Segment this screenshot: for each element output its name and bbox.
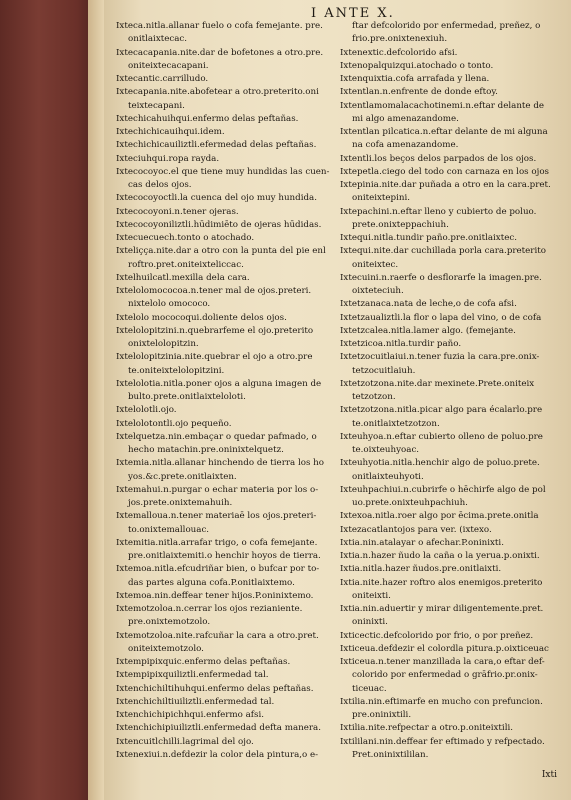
dictionary-line: Ixtempipixquiliztli.enfermedad tal. xyxy=(116,670,269,681)
dictionary-line: Ixtecuini.n.raerfe o desflorarfe la imagen.pre. xyxy=(340,272,542,283)
dictionary-line: Ixtecantic.carrilludo. xyxy=(116,74,209,84)
left-column xyxy=(116,20,331,762)
dictionary-line: to.onixtemallouac. xyxy=(128,524,210,535)
dictionary-line: Ixtecocoyoniliztli.hūdimiēto de ojeras hūdidas. xyxy=(116,219,322,230)
dictionary-line: Ixteuhyoa.n.eftar cubierto olleno de poluo.pre xyxy=(340,431,543,442)
dictionary-line: uo.prete.onixteuhpachiuh. xyxy=(352,498,468,508)
dictionary-line: Ixtenchichiltiuiliztli.enfermedad tal. xyxy=(116,696,275,707)
dictionary-line: Ixtentli.los beços delos parpados de los ojos. xyxy=(340,153,537,164)
dictionary-line: Ixtentlamomalacachotinemi.n.eftar delante de xyxy=(340,100,545,111)
dictionary-line: Ixtequi.nite.dar cuchillada porla cara.preterito xyxy=(340,246,546,257)
dictionary-line: pre.oninixtili. xyxy=(352,710,412,720)
dictionary-line: prete.onixteppachiuh. xyxy=(352,219,449,230)
dictionary-line: Ixtechichicauihqui.idem. xyxy=(116,127,225,137)
dictionary-line: Ixtecocoyoctli.la cuenca del ojo muy hundida. xyxy=(116,193,317,204)
dictionary-line: teixtecapani. xyxy=(128,100,185,111)
dictionary-line: oniteixtec. xyxy=(352,259,399,270)
dictionary-line: Ixteca.nitla.allanar fuelo o cofa femejante. pre. xyxy=(116,21,323,31)
dictionary-line: tetzotzon. xyxy=(352,392,396,402)
dictionary-line: Ixtetzicoa.nitla.turdir paño. xyxy=(340,339,462,349)
dictionary-line: bulto.prete.onitlaixteloloti. xyxy=(128,392,246,402)
dictionary-line: Ixtecocoyoni.n.tener ojeras. xyxy=(116,206,239,217)
dictionary-line: Ixteciuhqui.ropa rayda. xyxy=(116,153,220,164)
dictionary-line: pre.onitlaixtemiti.o henchir hoyos de tierra. xyxy=(128,551,321,561)
dictionary-line: onitlaixteuhyoti. xyxy=(352,471,424,482)
dictionary-line: oniteixtepini. xyxy=(352,193,411,204)
dictionary-line: Ixtenquixtia.cofa arrafada y llena. xyxy=(340,74,490,84)
dictionary-line: Ixtenopalquizqui.atochado o tonto. xyxy=(340,60,494,71)
dictionary-line: oniteixtemotzolo. xyxy=(128,643,204,654)
dictionary-line: Ixtenexiui.n.defdezir la color dela pintura,o e- xyxy=(116,749,319,760)
dictionary-line: Ixtechichicauiliztli.efermedad delas peftañas. xyxy=(116,140,317,151)
dictionary-line: Ixtencuitlchilli.lagrimal del ojo. xyxy=(116,736,254,747)
dictionary-line: das partes alguna cofa.P.onitlaixtemo. xyxy=(128,577,295,588)
dictionary-line: oniteixti. xyxy=(352,590,391,601)
dictionary-line: Ixtezacatlantojos para ver. (ixtexo. xyxy=(340,524,492,535)
dictionary-line: Ixtia.nin.aduertir y mirar diligentemente.pret. xyxy=(340,604,544,614)
dictionary-line: Ixtetzaualiztli.la flor o lapa del vino, o de cofa xyxy=(340,312,542,323)
dictionary-line: Ixtelolotia.nitla.poner ojos a alguna imagen de xyxy=(116,378,322,389)
dictionary-line: ticeuac. xyxy=(352,683,387,694)
right-column xyxy=(340,20,562,762)
dictionary-line: Ixtelolotli.ojo. xyxy=(116,405,177,416)
dictionary-line: Ixtequi.nitla.tundir paño.pre.onitlaixtec. xyxy=(340,233,517,243)
dictionary-line: te.oixteuhyoac. xyxy=(352,445,420,455)
dictionary-line: Ixtexoa.nitla.roer algo por ēcima.prete.onitla xyxy=(340,511,539,522)
dictionary-line: oninixti. xyxy=(352,617,388,628)
dictionary-line: Ixtechicahuihqui.enfermo delas peftañas. xyxy=(116,113,299,124)
dictionary-line: Ixtenchichiltihuhqui.enfermo delas peftañas. xyxy=(116,683,314,694)
dictionary-line: pre.onixtemotzolo. xyxy=(128,617,211,628)
dictionary-line: Ixtemotzoloa.n.cerrar los ojos rezianiente. xyxy=(116,604,303,614)
dictionary-line: Ixtelolopitzinia.nite.quebrar el ojo a otro.pre xyxy=(116,352,313,363)
dictionary-line: Ixtelolotontli.ojo pequeño. xyxy=(116,418,232,429)
dictionary-line: Ixtetzocuitlaiui.n.tener fuzia la cara.pre.onix- xyxy=(340,352,540,363)
dictionary-line: Ixtecocoyoc.el que tiene muy hundidas las cuen- xyxy=(116,166,330,177)
dictionary-line: Ixtecacapania.nite.dar de bofetones a otro.pre. xyxy=(116,47,324,58)
dictionary-line: colorido por enfermedad o grāfrio.pr.onix- xyxy=(352,670,538,681)
running-head: I ANTE X. xyxy=(311,6,395,21)
dictionary-line: frio.pre.onixtenexiuh. xyxy=(352,34,448,45)
dictionary-line: cas delos ojos. xyxy=(128,180,192,190)
dictionary-line: Ixtemalloua.n.tener materiaē los ojos.preteri- xyxy=(116,511,317,522)
dictionary-line: Ixtemahui.n.purgar o echar materia por los o- xyxy=(116,484,319,495)
dictionary-line: Ixtepachini.n.eftar lleno y cubierto de poluo. xyxy=(340,206,537,217)
dictionary-line: Ixteuhyotia.nitla.henchir algo de poluo.prete. xyxy=(340,458,540,469)
dictionary-line: te.oniteixtelolopitzini. xyxy=(128,365,225,376)
dictionary-line: Ixtilia.nite.refpectar a otro.p.oniteixtili. xyxy=(340,723,514,734)
catchword: Ixti xyxy=(541,770,557,780)
dictionary-line: roftro.pret.oniteixteliccac. xyxy=(128,259,244,270)
dictionary-line: Ixteliçça.nite.dar a otro con la punta del pie enl xyxy=(116,246,326,257)
dictionary-line: Ixtelhuilcatl.mexilla dela cara. xyxy=(116,272,250,283)
dictionary-line: hecho matachin.pre.oninixtelquetz. xyxy=(128,445,284,455)
dictionary-line: Ixtemoa.nitla.efcudriñar bien, o bufcar por to- xyxy=(116,564,320,575)
dictionary-line: Ixtelquetza.nin.embaçar o quedar pafmado, o xyxy=(116,431,317,442)
dictionary-line: te.onitlaixtetzotzon. xyxy=(352,418,440,429)
dictionary-line: Ixtia.nin.atalayar o afechar.P.oninixti. xyxy=(340,537,504,548)
dictionary-line: Ixticeua.n.tener manzillada la cara,o eftar def- xyxy=(340,657,545,667)
dictionary-line: Ixtenchichipiuiliztli.enfermedad defta manera. xyxy=(116,723,321,734)
dictionary-line: Ixticeua.defdezir el colordla pitura.p.oixticeuac xyxy=(340,643,549,654)
dictionary-line: Ixticectic.defcolorido por frio, o por preñez. xyxy=(340,630,534,641)
dictionary-line: Pret.oninixtililan. xyxy=(352,749,429,760)
dictionary-line: nixtelolo omococo. xyxy=(128,299,211,310)
dictionary-line: Ixtelolomococoa.n.tener mal de ojos.preteri. xyxy=(116,286,312,296)
dictionary-line: jos.prete.onixtemahuih. xyxy=(128,498,233,508)
dictionary-line: na cofa amenazandome. xyxy=(352,140,459,151)
dictionary-line: onitlaixtecac. xyxy=(128,34,188,45)
dictionary-line: Ixtemia.nitla.allanar hinchendo de tierra los ho xyxy=(116,458,325,469)
dictionary-line: Ixtecuecuech.tonto o atochado. xyxy=(116,233,255,243)
dictionary-line: Ixtililani.nin.deffear fer eftimado y refpectado. xyxy=(340,736,545,747)
dictionary-line: Ixtepetla.ciego del todo con carnaza en los ojos xyxy=(340,166,550,177)
dictionary-line: Ixtia.n.hazer ñudo la caña o la yerua.p.onixti. xyxy=(340,551,540,561)
dictionary-line: Ixtetzcalea.nitla.lamer algo. (femejante. xyxy=(340,325,516,336)
dictionary-line: Ixtia.nite.hazer roftro alos enemigos.preterito xyxy=(340,577,543,588)
dictionary-line: onixtelolopitzin. xyxy=(128,339,199,349)
dictionary-line: Ixtemitia.nitla.arrafar trigo, o cofa femejante. xyxy=(116,537,318,548)
dictionary-line: Ixtecapania.nite.abofetear a otro.preterito.oni xyxy=(116,87,319,98)
dictionary-line: Ixtenextic.defcolorido afsi. xyxy=(340,47,458,58)
dictionary-line: Ixtentlan pilcatica.n.eftar delante de mi alguna xyxy=(340,127,548,137)
dictionary-line: ftar defcolorido por enfermedad, preñez, o xyxy=(352,21,541,31)
dictionary-line: oniteixtecacapani. xyxy=(128,60,209,71)
dictionary-line: Ixtetzotzona.nitla.picar algo para écalarlo.pre xyxy=(340,405,543,416)
dictionary-line: oixteteciuh. xyxy=(352,286,404,296)
dictionary-line: Ixtetzotzona.nite.dar mexinete.Prete.oniteix xyxy=(340,378,535,389)
dictionary-line: Ixteuhpachiui.n.cubrirfe o hēchirfe algo de pol xyxy=(340,484,546,495)
dictionary-line: Ixtempipixquic.enfermo delas peftañas. xyxy=(116,657,291,667)
dictionary-line: Ixtemotzoloa.nite.rafcuñar la cara a otro.pret. xyxy=(116,630,319,641)
book-page xyxy=(104,0,571,800)
dictionary-line: Ixtilia.nin.eftimarfe en mucho con prefuncion. xyxy=(340,696,543,707)
dictionary-line: Ixtepinia.nite.dar puñada a otro en la cara.pret. xyxy=(340,180,551,190)
dictionary-line: Ixtemoa.nin.deffear tener hijos.P.oninixtemo. xyxy=(116,590,314,601)
dictionary-line: Ixtelolopitzini.n.quebrarfeme el ojo.preterito xyxy=(116,325,314,336)
dictionary-line: Ixtetzanaca.nata de leche,o de cofa afsi. xyxy=(340,299,517,310)
dictionary-line: yos.&c.prete.onitlaixten. xyxy=(128,471,237,482)
dictionary-line: mi algo amenazandome. xyxy=(352,113,459,124)
dictionary-line: Ixtenchichipichhqui.enfermo afsi. xyxy=(116,710,264,720)
dictionary-line: Ixtia.nitla.hazer ñudos.pre.onitlaixti. xyxy=(340,564,502,575)
dictionary-line: Ixtentlan.n.enfrente de donde eftoy. xyxy=(340,87,498,98)
dictionary-line: Ixtelolo mococoqui.doliente delos ojos. xyxy=(116,312,287,323)
dictionary-line: tetzocuitlaiuh. xyxy=(352,365,416,376)
